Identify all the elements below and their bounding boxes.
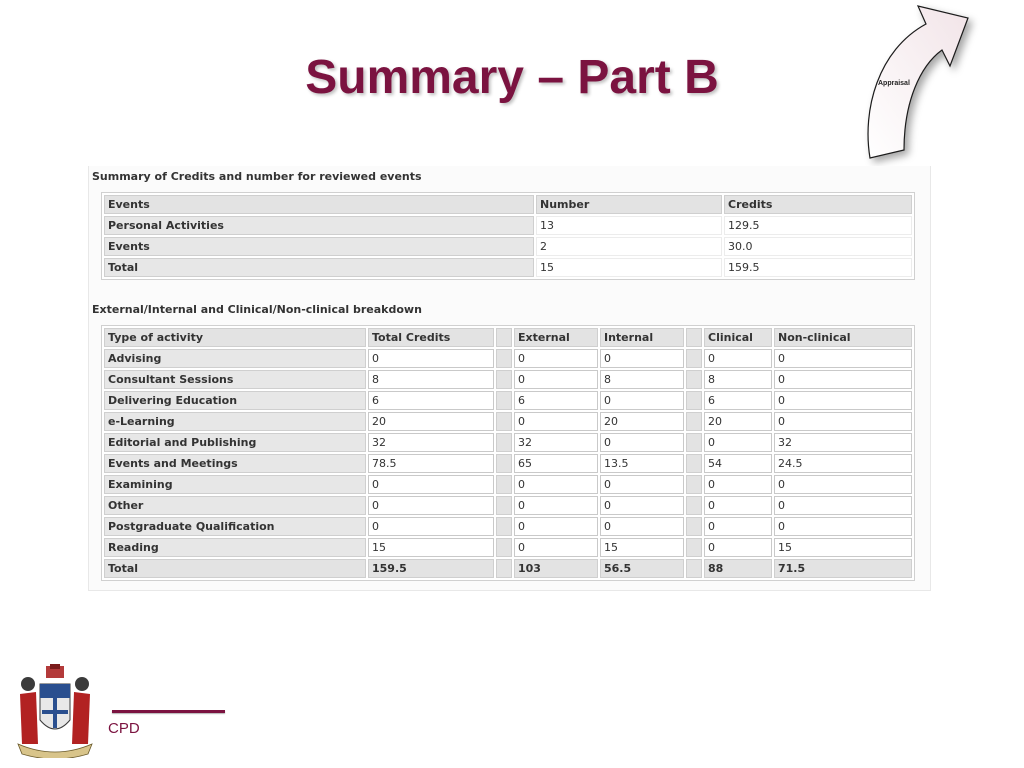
activity-label: Advising [104,349,366,368]
spacer-cell [686,538,702,557]
activity-label: Events and Meetings [104,454,366,473]
total-label: Total [104,559,366,578]
footer-divider [112,710,225,713]
spacer-cell [496,517,512,536]
nonclinical-cell: 0 [774,475,912,494]
activity-label: Postgraduate Qualification [104,517,366,536]
activity-label: e-Learning [104,412,366,431]
column-header: Type of activity [104,328,366,347]
spacer-cell [686,412,702,431]
slide-title: Summary – Part B [305,51,719,104]
spacer-cell [686,349,702,368]
breakdown-table [101,325,915,581]
table-row [104,433,912,452]
total-clinical-cell: 88 [704,559,772,578]
internal-cell: 0 [600,391,684,410]
clinical-cell: 20 [704,412,772,431]
external-cell: 0 [514,412,598,431]
column-header: Events [104,195,534,214]
internal-cell: 13.5 [600,454,684,473]
total-credits-cell: 0 [368,496,494,515]
nonclinical-cell: 0 [774,496,912,515]
total-external-cell: 103 [514,559,598,578]
spacer-cell [496,349,512,368]
column-header: Number [536,195,722,214]
total-credits-cell: 6 [368,391,494,410]
spacer-cell [496,433,512,452]
appraisal-label: Appraisal [878,80,910,87]
external-cell: 65 [514,454,598,473]
spacer-cell [496,559,512,578]
column-header: Credits [724,195,912,214]
nonclinical-cell: 0 [774,349,912,368]
credits-cell: 30.0 [724,237,912,256]
number-cell: 13 [536,216,722,235]
external-cell: 0 [514,370,598,389]
total-credits-cell: 78.5 [368,454,494,473]
table-row [104,370,912,389]
column-header: Internal [600,328,684,347]
table-header-row [104,328,912,347]
clinical-cell: 54 [704,454,772,473]
clinical-cell: 0 [704,538,772,557]
table-row [104,538,912,557]
spacer-cell [686,370,702,389]
total-credits-cell: 20 [368,412,494,431]
number-cell: 2 [536,237,722,256]
table-row [104,237,912,256]
activity-label: Consultant Sessions [104,370,366,389]
row-label: Total [104,258,534,277]
total-credits-cell: 8 [368,370,494,389]
number-cell: 15 [536,258,722,277]
breakdown-heading: External/Internal and Clinical/Non-clinical breakdown [92,303,422,316]
internal-cell: 0 [600,433,684,452]
table-row [104,496,912,515]
spacer-cell [686,454,702,473]
clinical-cell: 0 [704,349,772,368]
column-header: Clinical [704,328,772,347]
appraisal-arrow-icon [858,0,988,170]
nonclinical-cell: 32 [774,433,912,452]
clinical-cell: 0 [704,433,772,452]
total-credits-cell: 0 [368,475,494,494]
external-cell: 6 [514,391,598,410]
table-row [104,216,912,235]
total-credits-cell: 32 [368,433,494,452]
total-credits-cell: 0 [368,349,494,368]
activity-label: Examining [104,475,366,494]
spacer-cell [496,370,512,389]
nonclinical-cell: 0 [774,412,912,431]
spacer-cell [686,559,702,578]
nonclinical-cell: 0 [774,391,912,410]
external-cell: 0 [514,475,598,494]
total-credits-cell: 159.5 [368,559,494,578]
spacer-cell [496,454,512,473]
summary-table [101,192,915,280]
activity-label: Delivering Education [104,391,366,410]
internal-cell: 8 [600,370,684,389]
credits-cell: 129.5 [724,216,912,235]
internal-cell: 0 [600,475,684,494]
footer-label: CPD [108,720,140,737]
spacer-cell [496,496,512,515]
credits-cell: 159.5 [724,258,912,277]
spacer-cell [496,391,512,410]
table-row [104,454,912,473]
nonclinical-cell: 24.5 [774,454,912,473]
spacer-cell [686,391,702,410]
nonclinical-cell: 15 [774,538,912,557]
column-header: Non-clinical [774,328,912,347]
spacer-cell [686,433,702,452]
row-label: Events [104,237,534,256]
spacer-cell [496,538,512,557]
external-cell: 0 [514,538,598,557]
row-label: Personal Activities [104,216,534,235]
internal-cell: 0 [600,496,684,515]
table-row [104,258,912,277]
table-row [104,517,912,536]
activity-label: Other [104,496,366,515]
spacer-cell [686,517,702,536]
summary-heading: Summary of Credits and number for reviewed events [92,170,422,183]
total-credits-cell: 0 [368,517,494,536]
nonclinical-cell: 0 [774,370,912,389]
nonclinical-cell: 0 [774,517,912,536]
internal-cell: 20 [600,412,684,431]
table-row [104,412,912,431]
external-cell: 32 [514,433,598,452]
activity-label: Reading [104,538,366,557]
total-row [104,559,912,578]
external-cell: 0 [514,517,598,536]
clinical-cell: 0 [704,475,772,494]
column-header: Total Credits [368,328,494,347]
spacer-cell [686,328,702,347]
table-row [104,391,912,410]
spacer-cell [496,475,512,494]
external-cell: 0 [514,349,598,368]
activity-label: Editorial and Publishing [104,433,366,452]
internal-cell: 15 [600,538,684,557]
spacer-cell [496,412,512,431]
total-nonclinical-cell: 71.5 [774,559,912,578]
total-credits-cell: 15 [368,538,494,557]
total-internal-cell: 56.5 [600,559,684,578]
table-row [104,349,912,368]
clinical-cell: 0 [704,517,772,536]
spacer-cell [686,496,702,515]
table-row [104,475,912,494]
clinical-cell: 0 [704,496,772,515]
spacer-cell [496,328,512,347]
clinical-cell: 8 [704,370,772,389]
spacer-cell [686,475,702,494]
crest-logo-icon [16,664,94,758]
column-header: External [514,328,598,347]
external-cell: 0 [514,496,598,515]
internal-cell: 0 [600,349,684,368]
clinical-cell: 6 [704,391,772,410]
table-header-row [104,195,912,214]
internal-cell: 0 [600,517,684,536]
